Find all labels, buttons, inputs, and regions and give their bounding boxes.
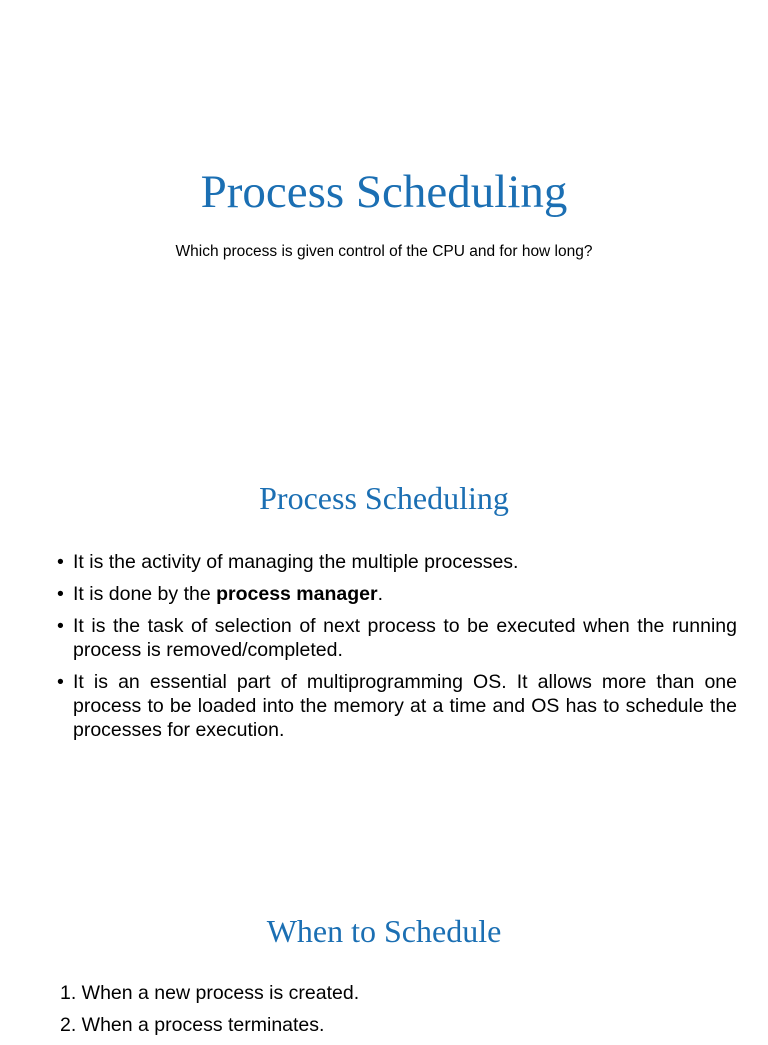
presentation-title: Process Scheduling	[200, 166, 568, 218]
slide-title: Process Scheduling	[259, 480, 509, 516]
process-scheduling-slide	[0, 432, 768, 864]
when-to-schedule-slide	[0, 864, 768, 1036]
slide-title: When to Schedule	[266, 913, 502, 949]
numbered-list	[60, 981, 740, 1045]
bullet-item	[57, 582, 737, 606]
bullet-text: It is an essential part of multiprogramming OS. It allows more than one process to be loaded into the memory at a time and OS has to schedule the processes for execution.	[73, 671, 737, 741]
bullet-text: .	[377, 583, 384, 605]
bullet-bold-text: process manager	[216, 583, 378, 605]
bullet-text: It is the task of selection of next process to be executed when the running process is removed/completed.	[73, 615, 737, 661]
bullet-text: It is done by the	[73, 583, 217, 605]
numbered-item: 1. When a new process is created.	[60, 982, 360, 1004]
title-slide	[0, 0, 768, 432]
bullet-text: It is the activity of managing the multiple processes.	[73, 551, 519, 573]
presentation-subtitle: Which process is given control of the CPU and for how long?	[175, 243, 593, 260]
numbered-item: 2. When a process terminates.	[60, 1014, 325, 1036]
bullet-list	[57, 550, 737, 750]
bullet-item	[57, 670, 737, 742]
bullet-item	[57, 550, 737, 574]
bullet-item	[57, 614, 737, 662]
